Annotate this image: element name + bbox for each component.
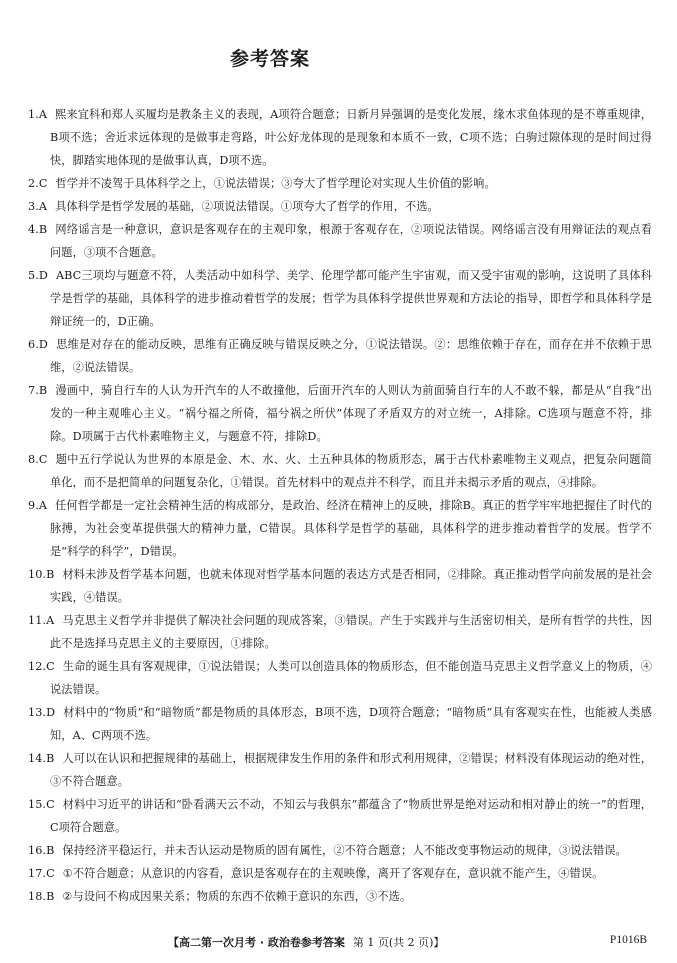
footer-page-number: 第 1 页(共 2 页)】 bbox=[352, 936, 445, 949]
answer-item bbox=[28, 701, 652, 747]
answer-choice: D bbox=[46, 706, 56, 719]
answer-item bbox=[28, 494, 652, 563]
answer-item bbox=[28, 333, 652, 379]
answer-explanation: 人可以在认识和把握规律的基础上，根据规律发生作用的条件和形式利用规律，②错误；材料没有体现运动的绝对性，③不符合题意。 bbox=[50, 752, 652, 788]
answer-choice: C bbox=[38, 453, 48, 466]
answer-choice: C bbox=[46, 798, 55, 811]
answer-choice: B bbox=[38, 223, 48, 236]
answer-item bbox=[28, 747, 652, 793]
answer-number: 11. bbox=[28, 614, 47, 627]
answer-choice: C bbox=[46, 867, 55, 880]
answer-number: 10. bbox=[28, 568, 47, 581]
answer-item bbox=[28, 793, 652, 839]
answer-item bbox=[28, 264, 652, 333]
answer-item bbox=[28, 885, 652, 908]
answer-explanation: ABC三项均与题意不符，人类活动中如科学、美学、伦理学都可能产生宇宙观，而又受宇宙观的影响，这说明了具体科学是哲学的基础，具体科学的进步推动着哲学的发展；哲学为具体科学提供世界观和方法论的指导，即哲学和具体科学是辩证统一的，D正确。 bbox=[50, 269, 652, 328]
footer-code: P1016B bbox=[609, 934, 647, 946]
answer-choice: B bbox=[46, 890, 55, 903]
answer-explanation: 材料未涉及哲学基本问题，也就未体现对哲学基本问题的表达方式是否相同，②排除。真正推动哲学向前发展的是社会实践，④错误。 bbox=[50, 568, 652, 604]
answer-number: 2. bbox=[28, 177, 39, 190]
answer-explanation: 漫画中，骑自行车的人认为开汽车的人不敢撞他，后面开汽车的人则认为前面骑自行车的人不敢不躲，都是从“自我”出发的一种主观唯心主义。“祸兮福之所倚，福兮祸之所伏”体现了矛盾双方的对立统一，A排除。C选项与题意不符，排除。D项属于古代朴素唯物主义，与题意不符，排除D。 bbox=[50, 384, 652, 443]
answer-explanation: 材料中习近平的讲话和“卧看满天云不动，不知云与我俱东”都蕴含了“物质世界是绝对运动和相对静止的统一”的哲理，C项符合题意。 bbox=[50, 798, 652, 834]
answer-explanation: 具体科学是哲学发展的基础，②项说法错误。①项夸大了哲学的作用，不选。 bbox=[55, 200, 439, 213]
answer-explanation: 熙来宜科和郑人买履均是教条主义的表现，A项符合题意；日新月异强调的是变化发展，缘木求鱼体现的是不尊重规律，B项不选；舍近求远体现的是做事走弯路，叶公好龙体现的是现象和本质不一致，C项不选；白驹过隙体现的是时间过得快，脚踏实地体现的是做事认真，D项不选。 bbox=[50, 108, 652, 167]
answer-number: 4. bbox=[28, 223, 39, 236]
answer-item bbox=[28, 379, 652, 448]
answer-choice: C bbox=[46, 660, 55, 673]
answer-item bbox=[28, 609, 652, 655]
footer-exam-info bbox=[168, 934, 444, 950]
answer-explanation: 哲学并不凌驾于具体科学之上，①说法错误；③夸大了哲学理论对实现人生价值的影响。 bbox=[55, 177, 496, 190]
answer-number: 5. bbox=[28, 269, 39, 282]
answer-explanation: 思维是对存在的能动反映，思维有正确反映与错误反映之分，①说法错误。②：思维依赖于存在，而存在并不依赖于思维，②说法错误。 bbox=[50, 338, 652, 374]
answer-item bbox=[28, 172, 652, 195]
answer-number: 1. bbox=[28, 108, 39, 121]
answer-explanation: ②与设问不构成因果关系；物质的东西不依赖于意识的东西，③不选。 bbox=[62, 890, 412, 903]
answer-number: 18. bbox=[28, 890, 47, 903]
answer-number: 15. bbox=[28, 798, 47, 811]
answer-explanation: ①不符合题意；从意识的内容看，意识是客观存在的主观映像，离开了客观存在，意识就不能产生，④错误。 bbox=[62, 867, 604, 880]
page-title: 参考答案 bbox=[229, 48, 310, 70]
answer-item bbox=[28, 655, 652, 701]
footer-title: 【高二第一次月考 · 政治卷参考答案 bbox=[168, 936, 345, 949]
answer-choice: B bbox=[46, 844, 55, 857]
answer-explanation: 生命的诞生具有客观规律，①说法错误；人类可以创造具体的物质形态，但不能创造马克思主义哲学意义上的物质，④说法错误。 bbox=[50, 660, 652, 696]
answer-choice: B bbox=[46, 568, 55, 581]
answer-choice: A bbox=[38, 200, 48, 213]
answer-number: 6. bbox=[28, 338, 39, 351]
answer-number: 8. bbox=[28, 453, 39, 466]
answer-item bbox=[28, 862, 652, 885]
answer-list bbox=[28, 103, 652, 908]
answer-choice: A bbox=[46, 614, 55, 627]
answer-number: 7. bbox=[28, 384, 39, 397]
answer-choice: B bbox=[46, 752, 55, 765]
answer-item bbox=[28, 103, 652, 172]
answer-choice: A bbox=[38, 499, 48, 512]
answer-item bbox=[28, 563, 652, 609]
answer-explanation: 网络谣言是一种意识，意识是客观存在的主观印象，根源于客观存在，②项说法错误。网络谣言没有用辩证法的观点看问题，③项不合题意。 bbox=[50, 223, 652, 259]
answer-number: 12. bbox=[28, 660, 47, 673]
answer-choice: D bbox=[38, 338, 48, 351]
answer-number: 14. bbox=[28, 752, 47, 765]
answer-explanation: 马克思主义哲学并非提供了解决社会问题的现成答案，③错误。产生于实践并与生活密切相关，是所有哲学的共性，因此不是选择马克思主义的主要原因，①排除。 bbox=[50, 614, 652, 650]
answer-item bbox=[28, 448, 652, 494]
answer-choice: D bbox=[38, 269, 48, 282]
answer-number: 9. bbox=[28, 499, 39, 512]
answer-item bbox=[28, 839, 652, 862]
answer-explanation: 任何哲学都是一定社会精神生活的构成部分，是政治、经济在精神上的反映，排除B。真正的哲学牢牢地把握住了时代的脉搏，为社会变革提供强大的精神力量，C错误。具体科学是哲学的基础，具体科学的进步推动着哲学的发展。哲学不是“科学的科学”，D错误。 bbox=[50, 499, 652, 558]
answer-number: 17. bbox=[28, 867, 47, 880]
answer-number: 13. bbox=[28, 706, 47, 719]
answer-item bbox=[28, 195, 652, 218]
answer-choice: B bbox=[38, 384, 48, 397]
answer-number: 16. bbox=[28, 844, 47, 857]
answer-explanation: 保持经济平稳运行，并未否认运动是物质的固有属性，②不符合题意；人不能改变事物运动的规律，③说法错误。 bbox=[62, 844, 627, 857]
answer-choice: A bbox=[38, 108, 48, 121]
answer-item bbox=[28, 218, 652, 264]
answer-explanation: 材料中的“物质”和“暗物质”都是物质的具体形态，B项不选，D项符合题意；“暗物质”具有客观实在性，也能被人类感知，A、C两项不选。 bbox=[50, 706, 652, 742]
answer-explanation: 题中五行学说认为世界的本原是金、木、水、火、土五种具体的物质形态，属于古代朴素唯物主义观点，把复杂问题简单化，而不是把简单的问题复杂化，①错误。首先材料中的观点并不科学，而且并未揭示矛盾的观点，④排除。 bbox=[50, 453, 652, 489]
answer-number: 3. bbox=[28, 200, 39, 213]
answer-choice: C bbox=[38, 177, 48, 190]
